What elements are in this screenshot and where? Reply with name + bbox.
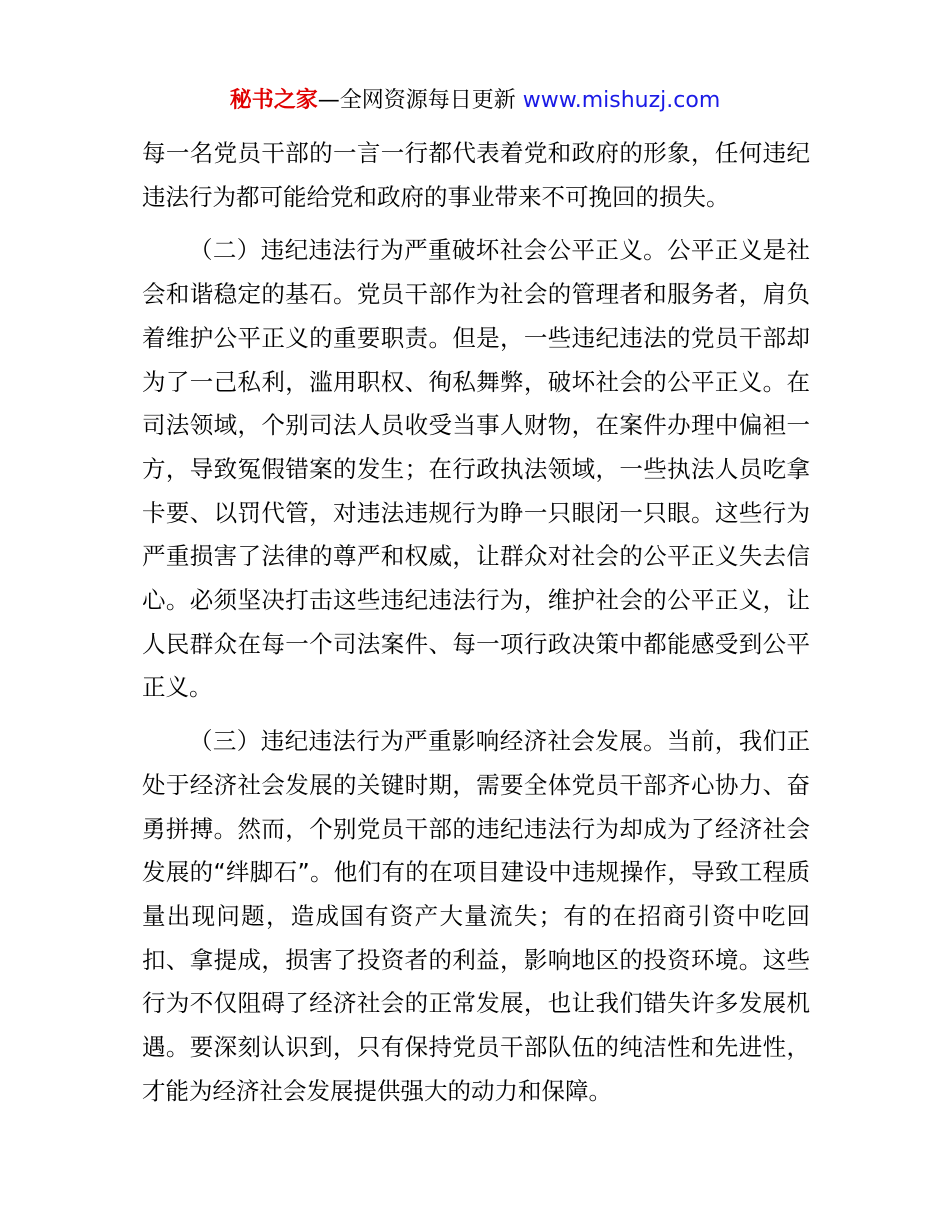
document-body [142,132,810,1113]
page-header [0,86,950,116]
paragraph-section-three: （三）违纪违法行为严重影响经济社会发展。当前，我们正处于经济社会发展的关键时期，需要全体党员干部齐心协力、奋勇拼搏。然而，个别党员干部的违纪违法行为却成为了经济社会发展的“绊脚石”。他们有的在项目建设中违规操作，导致工程质量出现问题，造成国有资产大量流失；有的在招商引资中吃回扣、拿提成，损害了投资者的利益，影响地区的投资环境。这些行为不仅阻碍了经济社会的正常发展，也让我们错失许多发展机遇。要深刻认识到，只有保持党员干部队伍的纯洁性和先进性，才能为经济社会发展提供强大的动力和保障。 [142,727,810,1105]
paragraph-section-two: （二）违纪违法行为严重破坏社会公平正义。公平正义是社会和谐稳定的基石。党员干部作为社会的管理者和服务者，肩负着维护公平正义的重要职责。但是，一些违纪违法的党员干部却为了一己私利，滥用职权、徇私舞弊，破坏社会的公平正义。在司法领域，个别司法人员收受当事人财物，在案件办理中偏袒一方，导致冤假错案的发生；在行政执法领域，一些执法人员吃拿卡要、以罚代管，对违法违规行为睁一只眼闭一只眼。这些行为严重损害了法律的尊严和权威，让群众对社会的公平正义失去信心。必须坚决打击这些违纪违法行为，维护社会的公平正义，让人民群众在每一个司法案件、每一项行政决策中都能感受到公平正义。 [142,236,810,702]
site-url-link[interactable]: www.mishuzj.com [522,88,721,113]
paragraph-continuation: 每一名党员干部的一言一行都代表着党和政府的形象，任何违纪违法行为都可能给党和政府的事业带来不可挽回的损失。 [142,139,810,211]
header-tagline: —全网资源每日更新 [317,88,516,113]
brand-name: 秘书之家 [229,88,318,113]
